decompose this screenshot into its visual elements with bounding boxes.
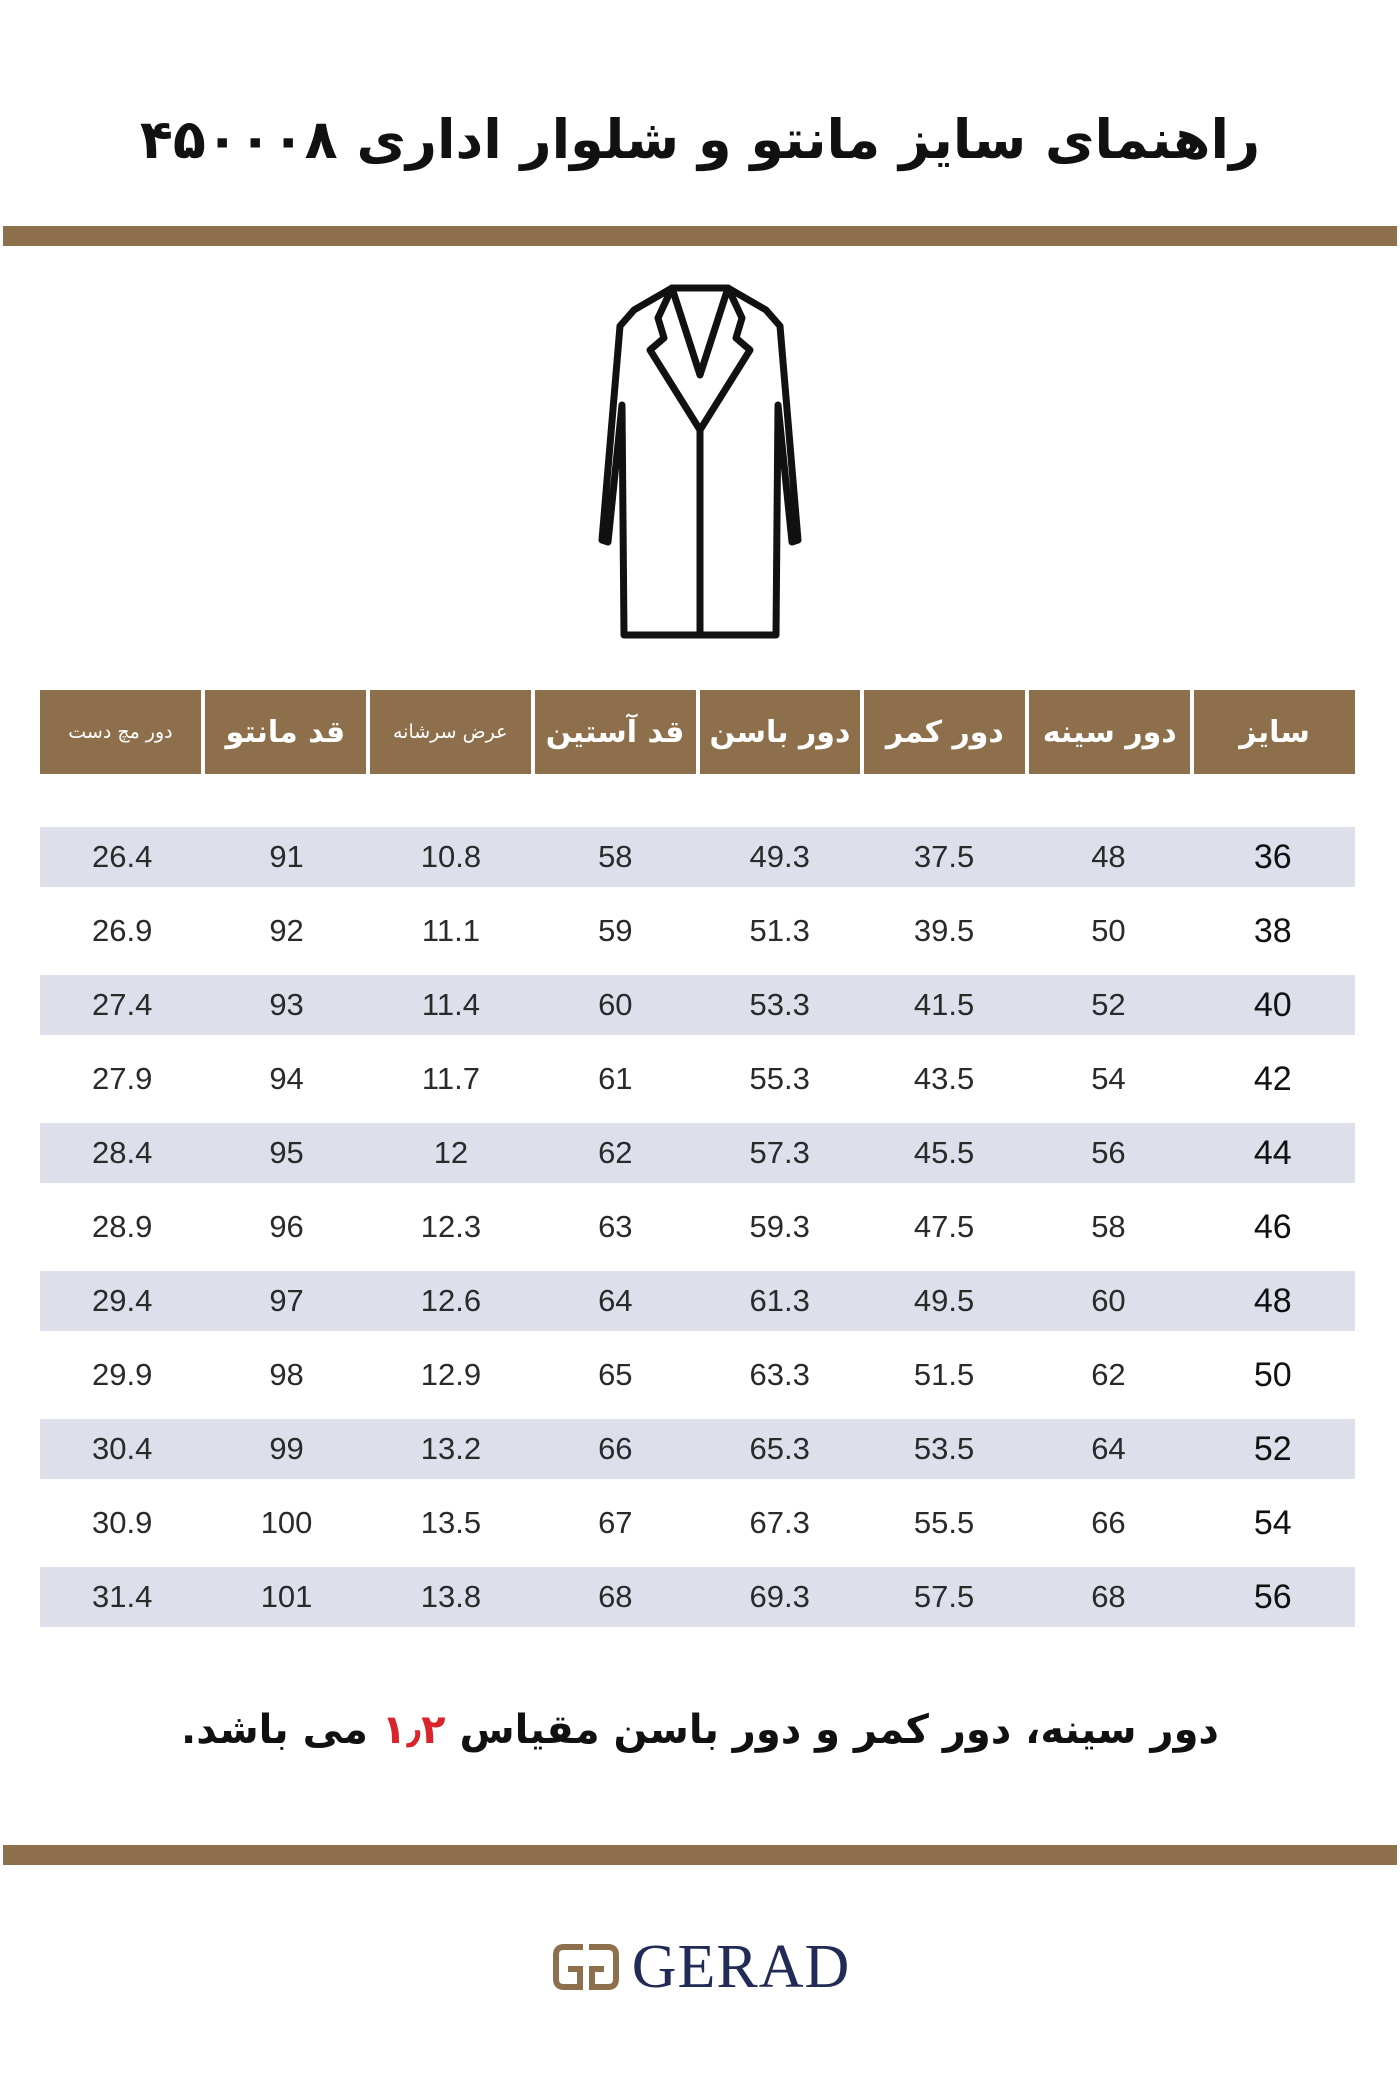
measurement-cell: 53.5 — [913, 1431, 975, 1466]
measurement-cell: 95 — [269, 1135, 304, 1170]
size-cell: 48 — [1253, 1281, 1292, 1320]
size-cell: 38 — [1253, 911, 1292, 950]
measurement-cell: 99 — [269, 1431, 304, 1466]
measurement-cell: 94 — [269, 1061, 304, 1096]
measurement-cell: 48 — [1091, 839, 1126, 874]
measurement-cell: 68 — [1091, 1579, 1126, 1614]
table-row — [40, 1345, 1355, 1405]
header-wrist: دور مچ دست — [40, 690, 201, 774]
measurement-cell: 61.3 — [749, 1283, 810, 1318]
size-cell: 46 — [1253, 1207, 1292, 1246]
measurement-cell: 28.9 — [92, 1209, 153, 1244]
measurement-cell: 11.4 — [421, 987, 480, 1022]
size-cell: 42 — [1253, 1059, 1292, 1098]
measurement-cell: 58 — [1091, 1209, 1126, 1244]
size-cell: 52 — [1253, 1429, 1292, 1468]
measurement-cell: 63.3 — [749, 1357, 810, 1392]
brand-logo — [0, 1932, 1400, 2002]
measurement-cell: 50 — [1091, 913, 1126, 948]
measurement-cell: 65 — [598, 1357, 633, 1392]
table-row — [40, 901, 1355, 961]
measurement-cell: 13.5 — [420, 1505, 482, 1540]
measurement-cell: 96 — [269, 1209, 304, 1244]
measurement-cell: 29.9 — [92, 1357, 153, 1392]
measurement-cell: 41.5 — [913, 987, 975, 1022]
measurement-cell: 93 — [269, 987, 304, 1022]
table-row — [40, 1419, 1355, 1479]
table-row — [40, 827, 1355, 887]
measurement-cell: 67.3 — [749, 1505, 810, 1540]
measurement-cell: 68 — [598, 1579, 633, 1614]
measurement-cell: 100 — [260, 1505, 313, 1540]
size-cell: 54 — [1253, 1503, 1292, 1542]
measurement-cell: 10.8 — [420, 839, 482, 874]
measurement-cell: 55.5 — [913, 1505, 975, 1540]
bottom-divider — [3, 1845, 1397, 1865]
measurement-cell: 31.4 — [92, 1579, 153, 1614]
measurement-cell: 101 — [260, 1579, 313, 1614]
measurement-cell: 12.6 — [420, 1283, 482, 1318]
measurement-cell: 12 — [433, 1135, 469, 1170]
scale-note — [0, 1700, 1400, 1760]
measurement-cell: 53.3 — [749, 987, 810, 1022]
header-coat-length: قد مانتو — [205, 690, 366, 774]
header-chest: دور سینه — [1029, 690, 1190, 774]
measurement-cell: 97 — [269, 1283, 304, 1318]
measurement-cell: 58 — [598, 839, 633, 874]
measurement-cell: 60 — [598, 987, 633, 1022]
measurement-cell: 54 — [1091, 1061, 1126, 1096]
measurement-cell: 65.3 — [749, 1431, 810, 1466]
measurement-cell: 12.9 — [420, 1357, 482, 1392]
measurement-cell: 62 — [598, 1135, 633, 1170]
table-row — [40, 1567, 1355, 1627]
measurement-cell: 47.5 — [913, 1209, 975, 1244]
measurement-cell: 62 — [1091, 1357, 1126, 1392]
note-text-before: دور سینه، دور کمر و دور باسن مقیاس — [445, 1707, 1219, 1753]
measurement-cell: 12.3 — [420, 1209, 482, 1244]
header-size: سایز — [1194, 690, 1355, 774]
measurement-cell: 60 — [1091, 1283, 1126, 1318]
brand-name: GERAD — [631, 1932, 851, 2001]
table-row — [40, 1271, 1355, 1331]
measurement-cell: 98 — [269, 1357, 304, 1392]
measurement-cell: 66 — [598, 1431, 633, 1466]
measurement-cell: 91 — [269, 839, 304, 874]
measurement-cell: 26.9 — [92, 913, 153, 948]
measurement-cell: 28.4 — [92, 1135, 153, 1170]
size-cell: 40 — [1253, 985, 1292, 1024]
note-text-after: می باشد. — [181, 1707, 382, 1753]
measurement-cell: 57.5 — [913, 1579, 975, 1614]
measurement-cell: 27.9 — [92, 1061, 153, 1096]
table-body — [40, 827, 1355, 1627]
measurement-cell: 37.5 — [913, 839, 975, 874]
measurement-cell: 29.4 — [92, 1283, 153, 1318]
measurement-cell: 57.3 — [749, 1135, 810, 1170]
measurement-cell: 59 — [598, 913, 633, 948]
header-sleeve-length: قد آستین — [535, 690, 696, 774]
measurement-cell: 49.5 — [913, 1283, 975, 1318]
measurement-cell: 13.8 — [420, 1579, 482, 1614]
table-row — [40, 1197, 1355, 1257]
size-table — [40, 690, 1355, 1641]
size-cell: 36 — [1253, 837, 1292, 876]
table-row — [40, 1049, 1355, 1109]
table-row — [40, 1493, 1355, 1553]
measurement-cell: 64 — [598, 1283, 633, 1318]
measurement-cell: 26.4 — [92, 839, 153, 874]
measurement-cell: 11.7 — [421, 1061, 480, 1096]
coat-icon — [580, 280, 820, 645]
gerad-logo-icon — [550, 1937, 622, 1997]
measurement-cell: 43.5 — [913, 1061, 975, 1096]
measurement-cell: 66 — [1091, 1505, 1126, 1540]
table-header — [40, 690, 1355, 774]
measurement-cell: 61 — [598, 1061, 633, 1096]
measurement-cell: 69.3 — [749, 1579, 810, 1614]
measurement-cell: 30.9 — [92, 1505, 153, 1540]
measurement-cell: 27.4 — [92, 987, 153, 1022]
measurement-cell: 92 — [269, 913, 304, 948]
measurement-cell: 45.5 — [913, 1135, 975, 1170]
measurement-cell: 63 — [598, 1209, 633, 1244]
measurement-cell: 52 — [1091, 987, 1126, 1022]
size-cell: 44 — [1253, 1133, 1292, 1172]
note-scale-value: ۱٫۲ — [381, 1707, 446, 1753]
measurement-cell: 11.1 — [421, 913, 480, 948]
measurement-cell: 49.3 — [749, 839, 810, 874]
table-row — [40, 1123, 1355, 1183]
measurement-cell: 67 — [598, 1505, 633, 1540]
size-cell: 50 — [1253, 1355, 1292, 1394]
size-cell: 56 — [1253, 1577, 1292, 1616]
measurement-cell: 51.3 — [749, 913, 810, 948]
header-hip: دور باسن — [700, 690, 861, 774]
measurement-cell: 55.3 — [749, 1061, 810, 1096]
top-divider — [3, 226, 1397, 246]
header-shoulder-width: عرض سرشانه — [370, 690, 531, 774]
measurement-cell: 59.3 — [749, 1209, 810, 1244]
measurement-cell: 30.4 — [92, 1431, 153, 1466]
measurement-cell: 51.5 — [913, 1357, 975, 1392]
page-title: راهنمای سایز مانتو و شلوار اداری ۴۵۰۰۰۸ — [139, 108, 1261, 171]
measurement-cell: 64 — [1091, 1431, 1126, 1466]
measurement-cell: 13.2 — [420, 1431, 482, 1466]
measurement-cell: 56 — [1091, 1135, 1126, 1170]
measurement-cell: 39.5 — [913, 913, 975, 948]
table-row — [40, 975, 1355, 1035]
header-waist: دور کمر — [864, 690, 1025, 774]
